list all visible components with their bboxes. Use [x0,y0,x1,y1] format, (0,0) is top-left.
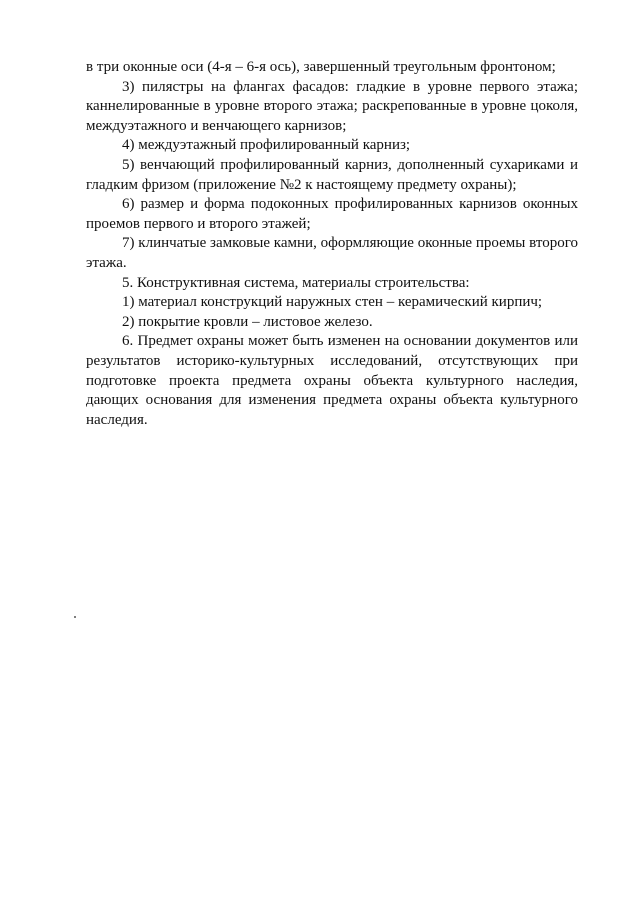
paragraph-structural-system: 5. Конструктивная система, материалы строительства: [122,274,470,291]
paragraph-continuation: в три оконные оси (4-я – 6-я ось), завершенный треугольным фронтоном; [86,59,556,75]
paragraph-crowning-cornice: 5) венчающий профилированный карниз, дополненный сухариками и гладким фризом (приложение №2 к настоящему предмету охраны); [86,156,578,193]
scan-speck [74,616,76,618]
paragraph-modification-clause: 6. Предмет охраны может быть изменен на основании документов или результатов историко-культурных исследований, отсутствующих при подготовке проекта предмета охраны объекта культурного наследия, дающих основания для изменения предмета охраны объекта культурного наследия. [86,333,578,428]
paragraph-pilasters: 3) пилястры на флангах фасадов: гладкие в уровне первого этажа; каннелированные в уровне второго этажа; раскрепованные в уровне цоколя, междуэтажного и венчающего карнизов; [86,78,578,134]
paragraph-keystones: 7) клинчатые замковые камни, оформляющие оконные проемы второго этажа. [86,235,578,271]
document-body [86,58,578,430]
paragraph-window-cornices: 6) размер и форма подоконных профилированных карнизов оконных проемов первого и второго этажей; [86,196,578,232]
paragraph-interfloor-cornice: 4) междуэтажный профилированный карниз; [122,137,411,154]
paragraph-wall-material: 1) материал конструкций наружных стен – керамический кирпич; [122,294,543,311]
paragraph-roofing: 2) покрытие кровли – листовое железо. [122,313,373,330]
